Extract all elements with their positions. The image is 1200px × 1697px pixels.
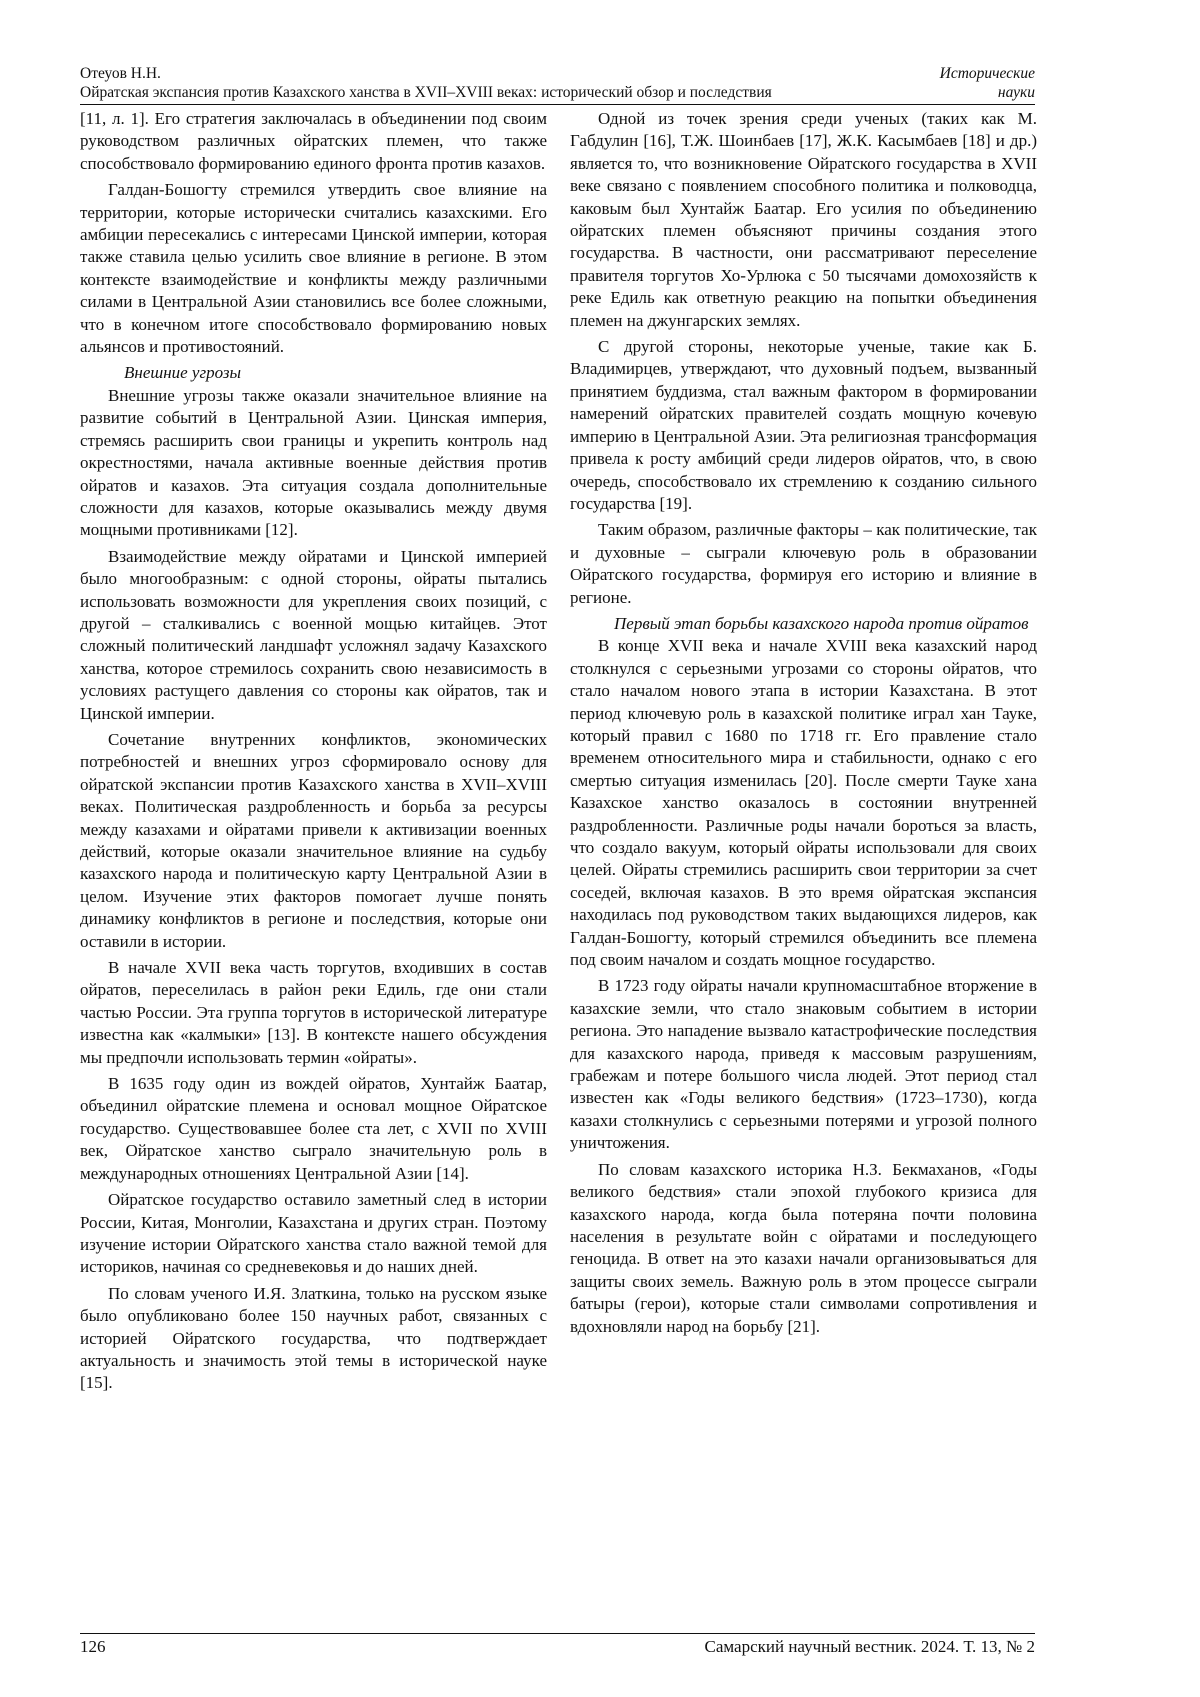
body-paragraph: Ойратское государство оставило заметный след в истории России, Китая, Монголии, Казахстана и других стран. Поэтому изучение истории Ойратского ханства стало важной темой для историков, начиная со средневековья и до наших дней. [80, 1190, 547, 1277]
header-rule [80, 104, 1035, 105]
section-subheading: Внешние угрозы [124, 363, 242, 383]
body-paragraph: Таким образом, различные факторы – как политические, так и духовные – сыграли ключевую роль в образовании Ойратского государства, формируя его историю и влияние в регионе. [570, 520, 1037, 607]
journal-reference: Самарский научный вестник. 2024. Т. 13, № 2 [704, 1637, 1035, 1656]
body-paragraph: Внешние угрозы также оказали значительное влияние на развитие событий в Центральной Азии. Цинская империя, стремясь расширить свои границы и укрепить контроль над окрестностями, начала активные военные действия против ойратов и казахов. Эта ситуация создала дополнительные сложности для казахов, которые оказывались между двумя мощными противниками [12]. [80, 385, 547, 540]
header-section-line1: Исторические [939, 65, 1035, 82]
body-paragraph: В начале XVII века часть торгутов, входивших в состав ойратов, переселилась в район реки Едиль, где они стали частью России. Эта группа торгутов в исторической литературе известна как «калмыки» [13]. В контексте нашего обсуждения мы предпочли использовать термин «ойраты». [80, 958, 547, 1067]
body-paragraph: Сочетание внутренних конфликтов, экономических потребностей и внешних угроз сформировало основу для ойратской экспансии против Казахского ханства в XVII–XVIII веках. Политическая раздробленность и борьба за ресурсы между казахами и ойратами привели к активизации военных действий, которые оказали значительное влияние на судьбу казахского народа и политическую карту Центральной Азии в целом. Изучение этих факторов помогает лучше понять динамику конфликтов в регионе и последствия, которые они оставили в истории. [80, 729, 547, 951]
running-header [80, 64, 1035, 104]
page-footer [80, 1636, 1035, 1662]
body-paragraph: В 1635 году один из вождей ойратов, Хунтайж Баатар, объединил ойратские племена и основал мощное Ойратское государство. Существовавшее более ста лет, с XVII по XVIII век, Ойратское ханство сыграло значительную роль в международных отношениях Центральной Азии [14]. [80, 1074, 547, 1183]
right-column [570, 108, 1037, 1342]
body-paragraph: Одной из точек зрения среди ученых (таких как М. Габдулин [16], Т.Ж. Шоинбаев [17], Ж.К. Касымбаев [18] и др.) является то, что возникновение Ойратского государства в XVII веке связано с появлением способного политика и полководца, каковым был Хунтайж Баатар. Его усилия по объединению ойратских племен объясняют причины создания этого государства. В частности, они рассматривают переселение правителя торгутов Хо-Урлюка с 50 тысячами домохозяйств к реке Едиль как ответную реакцию на попытки объединения племен на джунгарских землях. [570, 109, 1037, 330]
body-paragraph: Галдан-Бошогту стремился утвердить свое влияние на территории, которые исторически считались казахскими. Его амбиции пересекались с интересами Цинской империи, которая также ставила целью усилить свое влияние в регионе. В этом контексте взаимодействие и конфликты между различными силами в Центральной Азии становились все более сложными, что в конечном итоге способствовало формированию новых альянсов и противостояний. [80, 180, 547, 357]
left-column [80, 108, 547, 1399]
header-section-line2: науки [997, 84, 1035, 101]
page-number: 126 [80, 1637, 106, 1656]
section-subheading: Первый этап борьбы казахского народа против ойратов [614, 613, 1029, 633]
body-paragraph: С другой стороны, некоторые ученые, такие как Б. Владимирцев, утверждают, что духовный подъем, вызванный принятием буддизма, стал важным фактором в формировании намерений ойратских правителей создать мощную кочевую империю в Центральной Азии. Эта религиозная трансформация привела к росту амбиций среди лидеров ойратов, что, в свою очередь, способствовало их стремлению к созданию сильного государства [19]. [570, 337, 1037, 513]
header-author: Отеуов Н.Н. [80, 65, 161, 82]
body-paragraph: [11, л. 1]. Его стратегия заключалась в объединении под своим руководством различных ойратских племен, что также способствовало формированию единого фронта против казахов. [80, 109, 547, 173]
header-section [940, 64, 1035, 102]
body-paragraph: Взаимодействие между ойратами и Цинской империей было многообразным: с одной стороны, ойраты пытались использовать возможности для укрепления своих позиций, с другой – сталкивались с военной мощью китайцев. Этот сложный политический ландшафт усложнял задачу Казахского ханства, которое стремилось сохранить свою независимость в условиях растущего давления со стороны как ойратов, так и Цинской империи. [80, 546, 547, 723]
body-paragraph: По словам ученого И.Я. Златкина, только на русском языке было опубликовано более 150 научных работ, связанных с историей Ойратского государства, что подтверждает актуальность и значимость этой темы в исторической науке [15]. [80, 1283, 547, 1393]
body-paragraph: По словам казахского историка Н.З. Бекмаханов, «Годы великого бедствия» стали эпохой глубокого кризиса для казахского народа, когда была потеряна почти половина населения в результате войн с ойратами и последующего геноцида. В ответ на это казахи начали организовываться для защиты своих земель. Важную роль в этом процессе сыграли батыры (герои), которые стали символами сопротивления и вдохновляли народ на борьбу [21]. [570, 1159, 1037, 1336]
body-paragraph: В конце XVII века и начале XVIII века казахский народ столкнулся с серьезными угрозами со стороны ойратов, что стало началом нового этапа в истории Казахстана. В этот период ключевую роль в казахской политике играл хан Тауке, который правил с 1680 по 1718 гг. Его правление стало временем относительного мира и стабильности, однако с его смертью ситуация изменилась [20]. После смерти Тауке хана Казахское ханство оказалось в состоянии внутренней раздробленности. Различные роды начали бороться за власть, что создало вакуум, который ойраты использовали для своих целей. Ойраты стремились расширить свои территории за счет соседей, включая казахов. В это время ойратская экспансия находилась под руководством таких выдающихся лидеров, как Галдан-Бошогту, который стремился объединить все племена под своим началом и создать мощное государство. [570, 636, 1037, 970]
body-paragraph: В 1723 году ойраты начали крупномасштабное вторжение в казахские земли, что стало знаковым событием в истории региона. Это нападение вызвало катастрофические последствия для казахского народа, приведя к массовым разрушениям, грабежам и потере большого числа людей. Этот период стал известен как «Годы великого бедствия» (1723–1730), когда казахи столкнулись с серьезными потерями и угрозой полного уничтожения. [570, 976, 1037, 1153]
footer-rule [80, 1633, 1035, 1634]
header-article-title: Ойратская экспансия против Казахского ханства в XVII–XVIII веках: исторический обзор и последствия [80, 84, 772, 101]
